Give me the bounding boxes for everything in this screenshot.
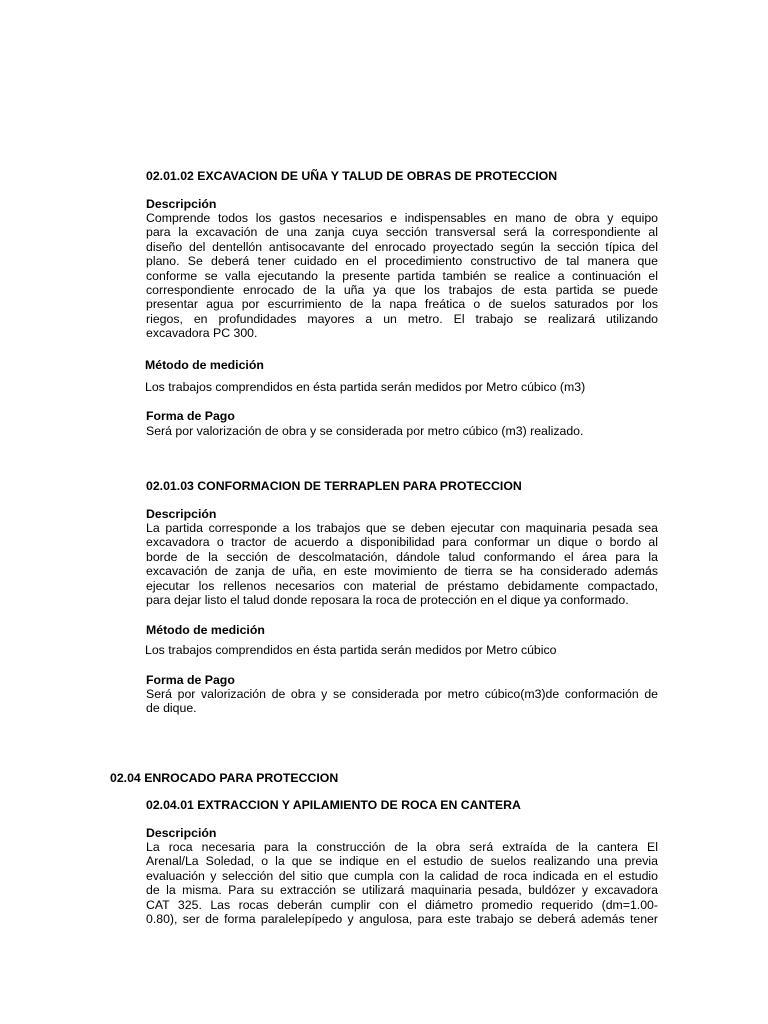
description-paragraph <box>146 211 658 341</box>
text-line: para dejar listo el talud donde reposara la roca de protección en el dique ya conformado. <box>146 593 629 608</box>
method-title: Método de medición <box>145 358 264 372</box>
text-line: CAT 325. Las rocas deberán cumplir con el diámetro promedio requerido (dm=1.00- <box>146 897 658 912</box>
text-line: Será por valorización de obra y se considerada por metro cúbico(m3)de conformación de <box>146 687 658 701</box>
text-line: plano. Se deberá tener cuidado en el procedimiento constructivo de tal manera que <box>146 254 658 269</box>
text-line: de la misma. Para su extracción se utilizará maquinaria pesada, buldózer y excavadora <box>146 883 658 898</box>
section-heading-020103: 02.01.03 CONFORMACION DE TERRAPLEN PARA PROTECCION <box>146 479 522 493</box>
method-text: Los trabajos comprendidos en ésta partida serán medidos por Metro cúbico <box>145 643 557 657</box>
description-title: Descripción <box>146 826 217 840</box>
text-line: Arenal/La Soledad, o la que se indique en el estudio de suelos realizando una previa <box>146 854 658 869</box>
text-line: evaluación y selección del sitio que cumpla con la calidad de roca indicada en el estudio <box>146 868 658 883</box>
section-heading-020401: 02.04.01 EXTRACCION Y APILAMIENTO DE ROCA EN CANTERA <box>146 798 521 812</box>
method-title: Método de medición <box>146 623 265 637</box>
payment-text: Será por valorización de obra y se considerada por metro cúbico (m3) realizado. <box>146 424 584 438</box>
text-line: presentar agua por escurrimiento de la napa freática o de suelos saturados por los <box>146 297 658 312</box>
text-line: excavación de zanja de uña, en este movimiento de tierra se ha considerado además <box>146 564 658 579</box>
text-line: La partida corresponde a los trabajos que se deben ejecutar con maquinaria pesada sea <box>146 521 658 535</box>
method-text: Los trabajos comprendidos en ésta partida serán medidos por Metro cúbico (m3) <box>145 380 586 394</box>
text-line: Comprende todos los gastos necesarios e indispensables en mano de obra y equipo <box>146 211 658 225</box>
section-heading-020102: 02.01.02 EXCAVACION DE UÑA Y TALUD DE OBRAS DE PROTECCION <box>146 169 558 183</box>
text-line: ejecutar los rellenos necesarios con material de préstamo debidamente compactado, <box>146 578 658 593</box>
text-line: excavadora o tractor de acuerdo a disponibilidad para conformar un dique o bordo al <box>146 535 658 550</box>
text-line: de dique. <box>146 701 197 716</box>
description-title: Descripción <box>146 507 217 521</box>
text-line: borde de la sección de descolmatación, dándole talud conformando el área para la <box>146 549 658 564</box>
text-line: correspondiente enrocado de la uña ya que los trabajos de esta partida se puede <box>146 283 658 298</box>
text-line: 0.80), ser de forma paralelepípedo y angulosa, para este trabajo se deberá además tener <box>146 912 658 927</box>
payment-paragraph <box>146 687 658 716</box>
payment-title: Forma de Pago <box>146 409 235 423</box>
payment-title: Forma de Pago <box>146 673 235 687</box>
text-line: para la excavación de una zanja cuya sección transversal será la correspondiente al <box>146 225 658 240</box>
text-line: conforme se valla ejecutando la presente partida también se realice a continuación el <box>146 268 658 283</box>
text-line: excavadora PC 300. <box>146 326 258 341</box>
description-title: Descripción <box>146 197 217 211</box>
description-paragraph <box>146 521 658 607</box>
description-paragraph <box>146 840 658 926</box>
text-line: riegos, en profundidades mayores a un metro. El trabajo se realizará utilizando <box>146 311 658 326</box>
text-line: diseño del dentellón antisocavante del enrocado proyectado según la sección típica del <box>146 239 658 254</box>
section-heading-0204: 02.04 ENROCADO PARA PROTECCION <box>110 771 339 785</box>
text-line: La roca necesaria para la construcción de la obra será extraída de la cantera El <box>146 840 658 854</box>
